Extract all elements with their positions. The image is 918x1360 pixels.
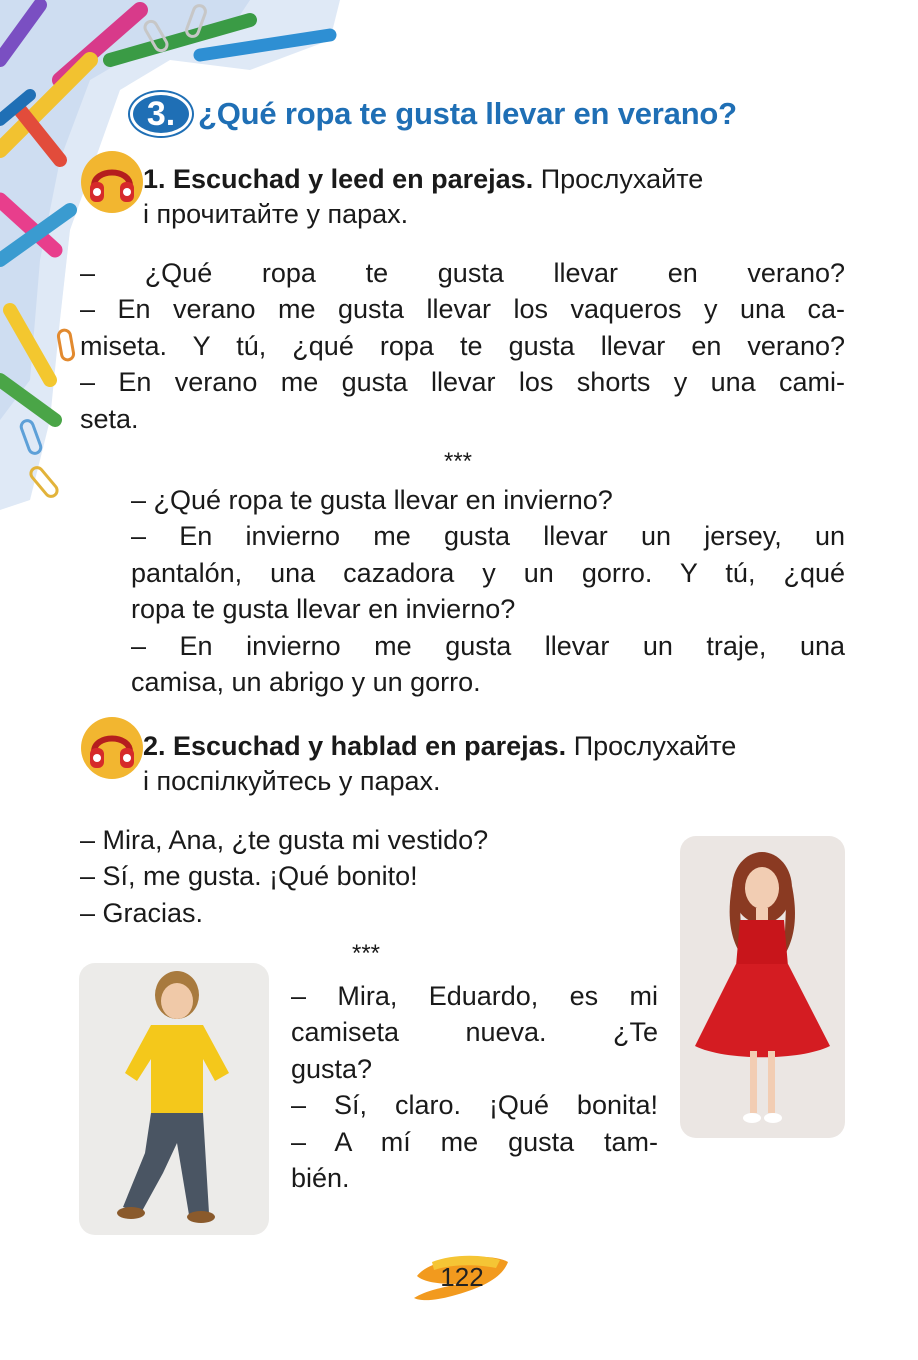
dialog-line: seta. (80, 403, 139, 434)
task2-instruction (143, 729, 853, 764)
dialog-line: – En verano me gusta llevar los shorts y una cami- (80, 367, 845, 398)
headphones-icon[interactable] (80, 150, 144, 214)
separator-stars: *** (444, 448, 473, 475)
dialog-line: – A mí me gusta tam- (291, 1126, 658, 1157)
task1-heading: 1. Escuchad y leed en parejas. (143, 164, 534, 194)
section-title: ¿Qué ropa te gusta llevar en verano? (198, 96, 737, 131)
dialog-line: – Mira, Eduardo, es mi (291, 981, 658, 1011)
dialog-line: – Gracias. (80, 897, 204, 928)
dialog-line: ropa te gusta llevar en invierno? (131, 594, 516, 625)
dialog-winter (131, 482, 845, 700)
dialog-line: – En invierno me gusta llevar un jersey, un (131, 521, 845, 552)
dialog-line: – Sí, claro. ¡Qué bonita! (291, 1090, 658, 1121)
dialog-tshirt (291, 978, 658, 1196)
task2-translation-a: Прослухайте (573, 731, 737, 761)
page-number (412, 1248, 512, 1308)
task2-heading: 2. Escuchad y hablad en parejas. (143, 731, 567, 761)
task2-translation-b: і поспілкуйтесь у парах. (143, 766, 441, 796)
dialog-line: camiseta nueva. ¿Te (291, 1017, 658, 1048)
dialog-summer (80, 255, 845, 437)
dialog-line: pantalón, una cazadora y un gorro. Y tú, ¿qué (131, 557, 845, 588)
headphones-icon[interactable] (80, 716, 144, 780)
task1-instruction (143, 162, 843, 197)
boy-yellow-tshirt-photo (79, 963, 269, 1235)
dialog-line: gusta? (291, 1053, 373, 1084)
dialog-line: bién. (291, 1163, 350, 1194)
section-number-badge: 3. (130, 92, 192, 136)
dialog-line: – En verano me gusta llevar los vaqueros y una ca- (80, 294, 845, 325)
dialog-line: – ¿Qué ropa te gusta llevar en verano? (80, 258, 845, 288)
dialog-line: camisa, un abrigo y un gorro. (131, 667, 481, 698)
task1-translation-b: і прочитайте у парах. (143, 199, 409, 229)
dialog-line: miseta. Y tú, ¿qué ropa te gusta llevar en verano? (80, 330, 845, 361)
separator-stars: *** (352, 940, 381, 967)
dialog-line: – Sí, me gusta. ¡Qué bonito! (80, 861, 418, 892)
page-number-text: 122 (440, 1262, 484, 1292)
dialog-line: – En invierno me gusta llevar un traje, una (131, 630, 845, 661)
task1-translation-a: Прослухайте (540, 164, 704, 194)
girl-red-dress-photo (680, 836, 845, 1138)
section-header (130, 92, 737, 136)
dialog-line: – ¿Qué ropa te gusta llevar en invierno? (131, 485, 613, 515)
dialog-dress (80, 822, 640, 931)
dialog-line: – Mira, Ana, ¿te gusta mi vestido? (80, 825, 489, 855)
